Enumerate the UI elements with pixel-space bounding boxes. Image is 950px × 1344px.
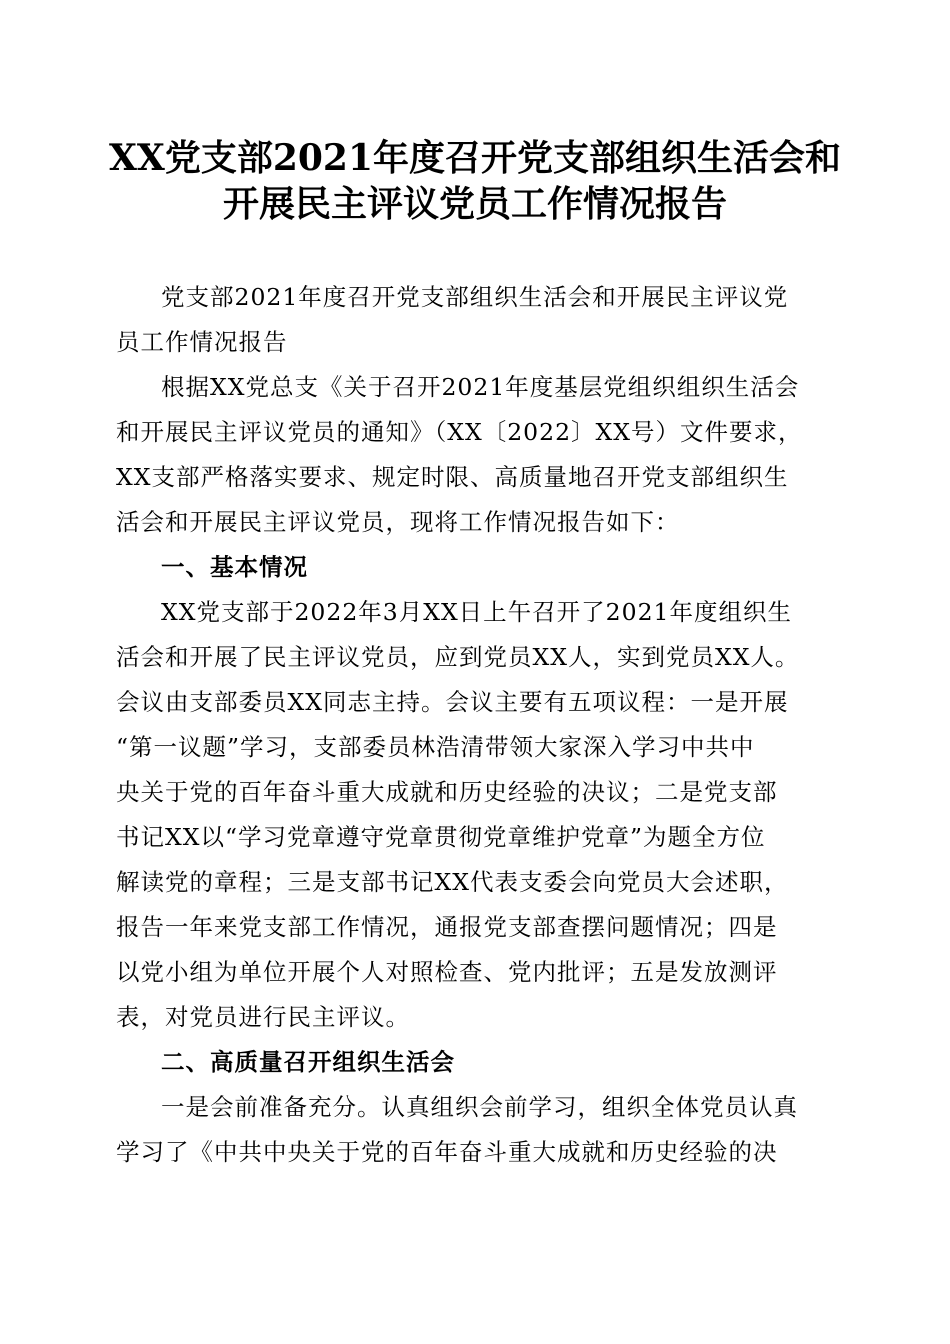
text-line: 一是会前准备充分。认真组织会前学习，组织全体党员认真 xyxy=(161,1093,798,1121)
text-line: 活会和开展了民主评议党员，应到党员XX人，实到党员XX人。 xyxy=(116,643,800,671)
text-line: 二、高质量召开组织生活会 xyxy=(161,1048,455,1076)
text-line: 以党小组为单位开展个人对照检查、党内批评；五是发放测评 xyxy=(116,958,778,986)
text-line: 根据XX党总支《关于召开2021年度基层党组织组织生活会 xyxy=(161,373,800,401)
text-line: 活会和开展民主评议党员，现将工作情况报告如下： xyxy=(116,508,680,536)
section-heading xyxy=(116,545,836,590)
title-line: XX党支部2021年度召开党支部组织生活会和 xyxy=(108,137,842,179)
section-heading xyxy=(116,1040,836,1085)
text-line: 解读党的章程；三是支部书记XX代表支委会向党员大会述职， xyxy=(116,868,789,896)
text-line: 党支部2021年度召开党支部组织生活会和开展民主评议党 xyxy=(161,283,789,311)
text-line: 和开展民主评议党员的通知》（XX〔2022〕XX号）文件要求， xyxy=(116,418,803,446)
paragraph xyxy=(116,1085,836,1175)
document-body xyxy=(116,275,836,1175)
text-line: XX党支部于2022年3月XX日上午召开了2021年度组织生 xyxy=(161,598,792,626)
title-line: 开展民主评议党员工作情况报告 xyxy=(222,183,727,225)
text-line: 会议由支部委员XX同志主持。会议主要有五项议程：一是开展 xyxy=(116,688,789,716)
text-line: 一、基本情况 xyxy=(161,553,308,581)
text-line: 员工作情况报告 xyxy=(116,328,288,356)
text-line: “第一议题”学习，支部委员林浩清带领大家深入学习中共中 xyxy=(116,733,755,761)
text-line: 书记XX以“学习党章遵守党章贯彻党章维护党章”为题全方位 xyxy=(116,823,766,851)
text-line: XX支部严格落实要求、规定时限、高质量地召开党支部组织生 xyxy=(116,463,789,491)
text-line: 表，对党员进行民主评议。 xyxy=(116,1003,410,1031)
paragraph xyxy=(116,275,836,365)
text-line: 报告一年来党支部工作情况，通报党支部查摆问题情况；四是 xyxy=(116,913,778,941)
document-title xyxy=(0,135,950,227)
paragraph xyxy=(116,590,836,1040)
text-line: 央关于党的百年奋斗重大成就和历史经验的决议；二是党支部 xyxy=(116,778,778,806)
text-line: 学习了《中共中央关于党的百年奋斗重大成就和历史经验的决 xyxy=(116,1138,778,1166)
paragraph xyxy=(116,365,836,545)
